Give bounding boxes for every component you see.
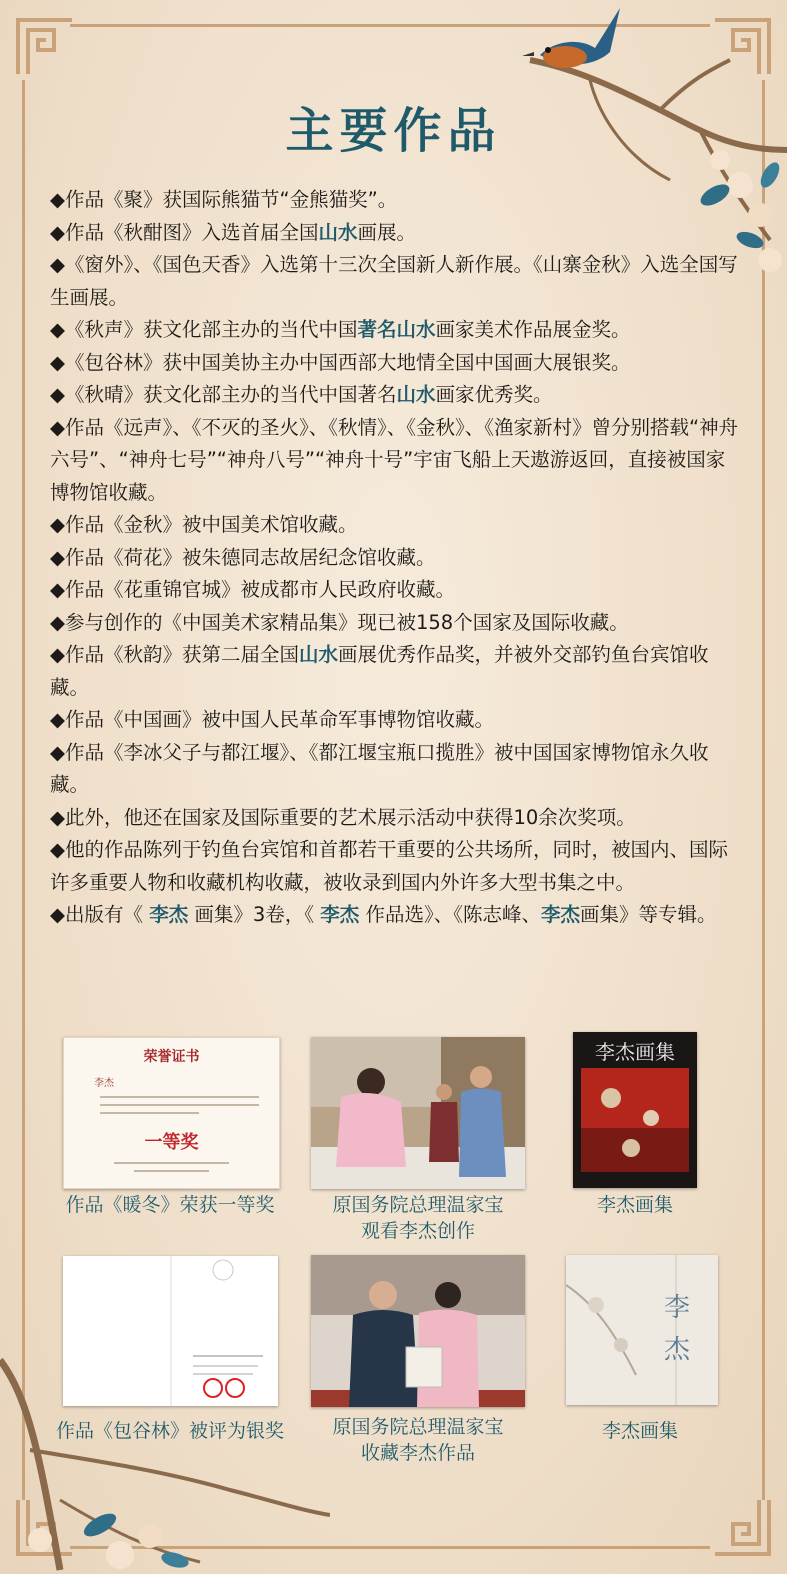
highlighted-text: 李杰 <box>149 903 189 926</box>
book-cover-painting <box>581 1068 689 1172</box>
highlighted-text: 著名山水 <box>357 318 436 341</box>
achievement-item <box>50 184 740 217</box>
highlighted-text: 山水 <box>396 383 436 406</box>
achievement-text: ◆《包谷林》获中国美协主办中国西部大地情全国中国画大展银奖。 <box>50 350 631 374</box>
caption-cert2: 作品《包谷林》被评为银奖 <box>55 1420 284 1442</box>
achievement-item <box>50 574 740 607</box>
achievement-text: ◆作品《聚》获国际熊猫节“金熊猫奖”。 <box>50 188 398 211</box>
achievement-text: ◆作品《秋酣图》入选首届全国 <box>50 220 319 244</box>
achievement-item <box>50 802 740 835</box>
achievement-text: 画集》等专辑。 <box>580 903 717 926</box>
achievement-text: ◆作品《秋韵》获第二届全国 <box>50 643 299 666</box>
certificate-text-line <box>100 1112 199 1114</box>
caption-photo2-line2: 收藏李杰作品 <box>360 1442 475 1464</box>
achievement-item <box>50 379 740 412</box>
certificate-text-line <box>100 1096 259 1098</box>
highlighted-text: 山水 <box>318 220 358 244</box>
achievement-item <box>50 639 740 704</box>
photo-premier-watching-painting <box>311 1037 525 1189</box>
caption-cert1: 作品《暖冬》荣获一等奖 <box>65 1194 275 1216</box>
frame-left <box>22 80 25 1500</box>
achievement-item <box>50 217 740 250</box>
achievement-text: ◆他的作品陈列于钓鱼台宾馆和首都若干重要的公共场所，同时，被国内、国际许多重要人物和收藏机构收藏，被收录到国内外许多大型书集之中。 <box>50 838 728 894</box>
achievement-item <box>50 412 740 510</box>
certificate-heading: 荣誉证书 <box>143 1049 200 1065</box>
book-cover-blossom <box>566 1255 718 1405</box>
achievement-list <box>50 184 740 932</box>
certificate-text-line <box>100 1104 259 1106</box>
caption-photo1-line1: 原国务院总理温家宝 <box>332 1194 504 1216</box>
achievement-text: ◆此外，他还在国家及国际重要的艺术展示活动中获得10余次奖项。 <box>50 805 636 829</box>
achievement-item <box>50 737 740 802</box>
achievement-item <box>50 314 740 347</box>
book-cover-char-1: 李 <box>664 1293 691 1323</box>
corner-ornament-bottom-right <box>711 1496 773 1558</box>
certificate-photo-silver <box>63 1256 278 1406</box>
page-title: 主要作品 <box>285 103 502 159</box>
caption-photo1 <box>305 1192 531 1244</box>
achievement-item <box>50 834 740 899</box>
achievement-text: 作品选》、《陈志峰、 <box>359 903 541 926</box>
achievement-text: 画展优秀作品奖，并被外交部钓鱼台宾馆收藏。 <box>50 643 709 699</box>
highlighted-text: 山水 <box>299 643 339 666</box>
achievement-item <box>50 704 740 737</box>
book-cover-photo-white <box>566 1255 718 1405</box>
highlighted-text: 李杰 <box>320 903 360 926</box>
achievement-item <box>50 542 740 575</box>
caption-book1: 李杰画集 <box>596 1194 673 1216</box>
achievement-text: ◆参与创作的《中国美术家精品集》现已被158个国家及国际收藏。 <box>50 610 629 634</box>
achievement-text: ◆作品《中国画》被中国人民革命军事博物馆收藏。 <box>50 708 494 731</box>
achievement-text: ◆作品《李冰父子与都江堰》、《都江堰宝瓶口揽胜》被中国国家博物馆永久收藏。 <box>50 740 709 796</box>
certificate-text-line <box>134 1170 209 1172</box>
caption-book2: 李杰画集 <box>601 1420 678 1442</box>
achievement-text: 画家优秀奖。 <box>435 383 553 406</box>
certificate-seals <box>63 1256 278 1406</box>
certificate-award: 一等奖 <box>144 1132 199 1153</box>
certificate-recipient: 李杰 <box>94 1078 114 1089</box>
caption-photo2 <box>305 1414 531 1466</box>
achievement-text: 画展。 <box>357 220 417 244</box>
achievement-text: ◆出版有《 <box>50 903 150 926</box>
achievement-item <box>50 509 740 542</box>
corner-ornament-top-left <box>14 16 76 78</box>
achievement-text: ◆作品《荷花》被朱德同志故居纪念馆收藏。 <box>50 545 436 569</box>
achievement-text: ◆作品《远声》、《不灭的圣火》、《秋情》、《金秋》、《渔家新村》曾分别搭载“神舟六号”、“神舟七号”“神舟八号”“神舟十号”宇宙飞船上天遨游返回，直接被国家博物馆收藏。 <box>50 415 739 504</box>
highlighted-text: 李杰 <box>541 903 581 926</box>
achievement-text: ◆《秋声》获文化部主办的当代中国 <box>50 318 358 341</box>
achievement-text: ◆作品《金秋》被中国美术馆收藏。 <box>50 513 358 536</box>
achievement-item <box>50 607 740 640</box>
book-cover-photo-red <box>573 1032 697 1188</box>
caption-photo1-line2: 观看李杰创作 <box>360 1220 475 1242</box>
caption-photo2-line1: 原国务院总理温家宝 <box>332 1416 504 1438</box>
certificate-photo-first-prize <box>63 1037 280 1189</box>
achievement-text: 画集》3卷，《 <box>188 903 321 926</box>
achievement-item <box>50 249 740 314</box>
achievement-item <box>50 347 740 380</box>
achievement-item <box>50 899 740 932</box>
certificate-text-line <box>114 1162 229 1164</box>
book-cover-title: 李杰画集 <box>595 1040 675 1064</box>
book-cover-char-2: 杰 <box>664 1335 691 1365</box>
photo-premier-receiving-artwork <box>311 1255 525 1407</box>
achievement-text: 画家美术作品展金奖。 <box>435 318 631 341</box>
achievement-text: ◆《秋晴》获文化部主办的当代中国著名 <box>50 383 397 406</box>
achievement-text: ◆《窗外》、《国色天香》入选第十三次全国新人新作展。《山寨金秋》入选全国写生画展。 <box>50 253 738 309</box>
achievement-text: ◆作品《花重锦官城》被成都市人民政府收藏。 <box>50 578 455 601</box>
